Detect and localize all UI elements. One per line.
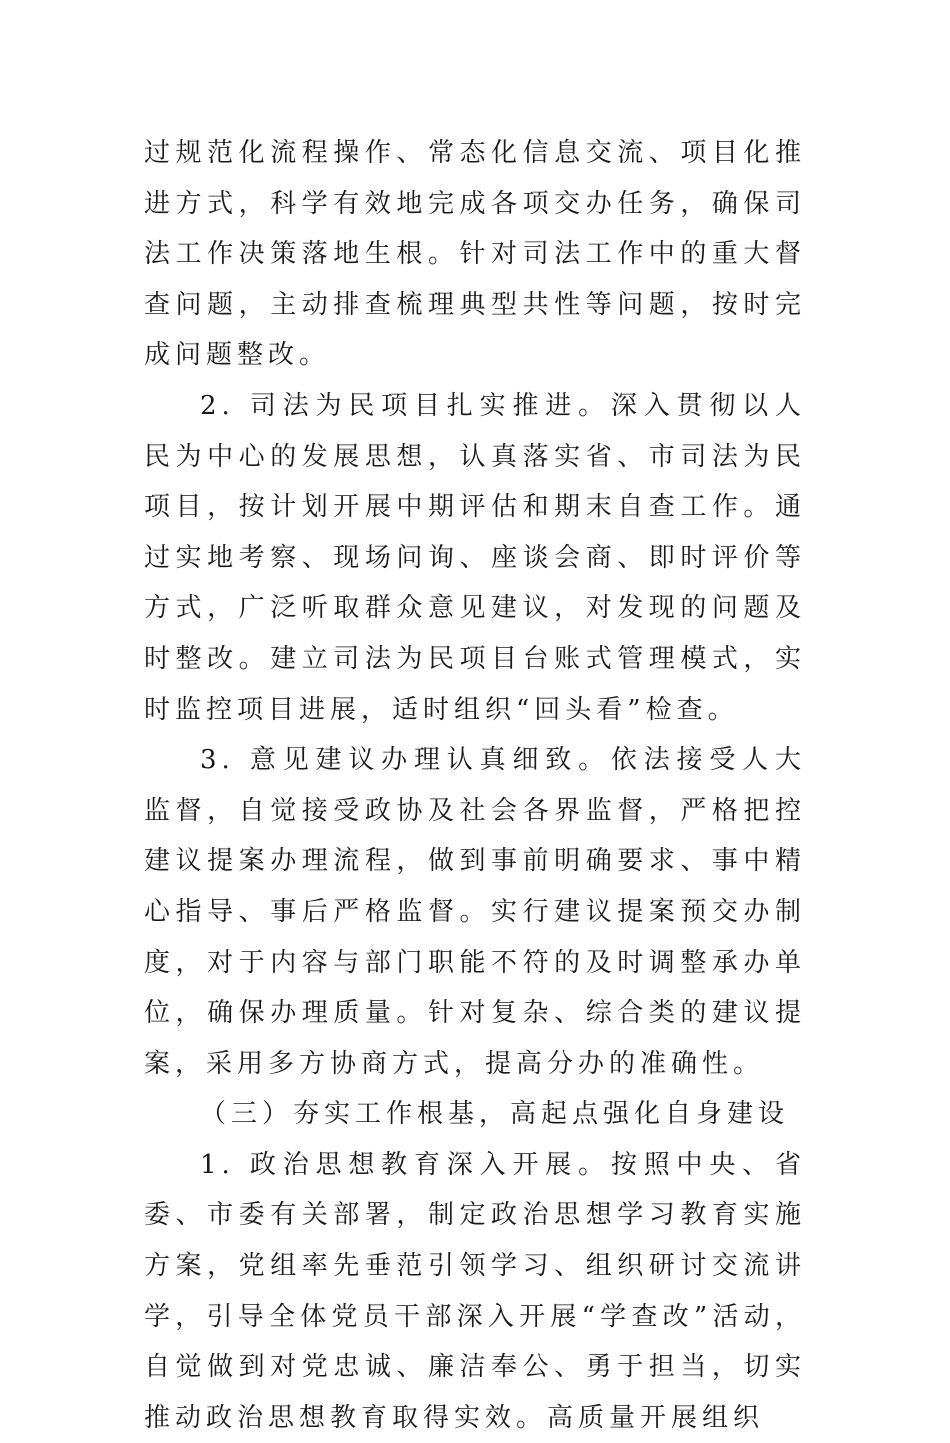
document-body bbox=[144, 128, 806, 1443]
paragraph-continuation: 过规范化流程操作、常态化信息交流、项目化推进方式，科学有效地完成各项交办任务，确保司法工作决策落地生根。针对司法工作中的重大督查问题，主动排查梳理典型共性等问题，按时完成问题整改。 bbox=[144, 138, 806, 371]
paragraph-suggestions-handling: 3. 意见建议办理认真细致。依法接受人大监督，自觉接受政协及社会各界监督，严格把控建议提案办理流程，做到事前明确要求、事中精心指导、事后严格监督。实行建议提案预交办制度，对于内容与部门职能不符的及时调整承办单位，确保办理质量。针对复杂、综合类的建议提案，采用多方协商方式，提高分办的准确性。 bbox=[144, 745, 806, 1079]
section-heading: （三）夯实工作根基，高起点强化自身建设 bbox=[200, 1099, 790, 1130]
paragraph-judicial-for-people: 2. 司法为民项目扎实推进。深入贯彻以人民为中心的发展思想，认真落实省、市司法为民项目，按计划开展中期评估和期末自查工作。通过实地考察、现场问询、座谈会商、即时评价等方式，广泛听取群众意见建议，对发现的问题及时整改。建立司法为民项目台账式管理模式，实时监控项目进展，适时组织“回头看”检查。 bbox=[144, 390, 806, 725]
paragraph-political-education: 1. 政治思想教育深入开展。按照中央、省委、市委有关部署，制定政治思想学习教育实施方案，党组率先垂范引领学习、组织研讨交流讲学，引导全体党员干部深入开展“学查改”活动，自觉做到对党忠诚、廉洁奉公、勇于担当，切实推动政治思想教育取得实效。高质量开展组织 bbox=[144, 1149, 806, 1433]
